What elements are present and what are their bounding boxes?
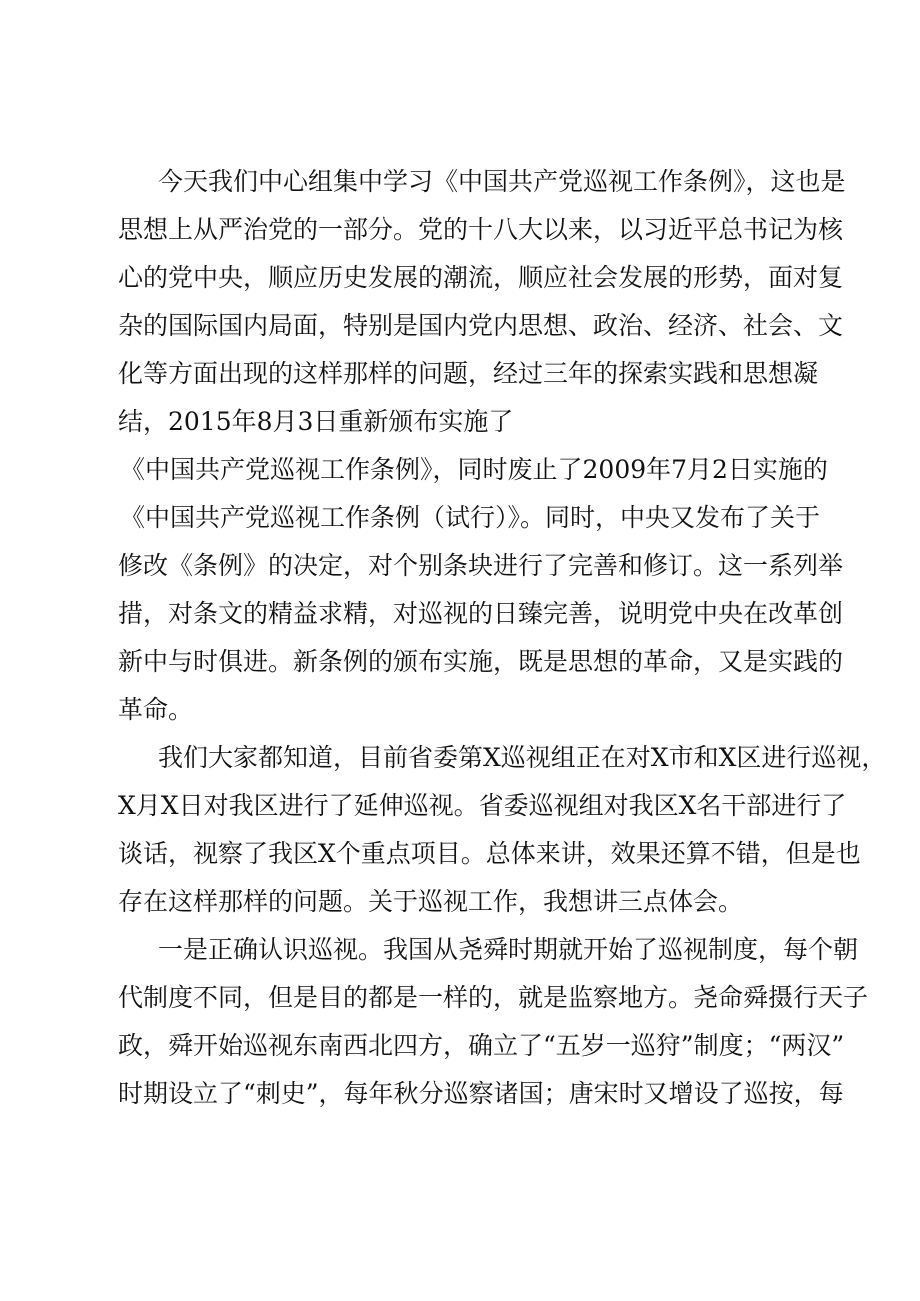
text-line-4: 杂的国际国内局面，特别是国内党内思想、政治、经济、社会、文 <box>118 311 844 340</box>
text-line-11: 新中与时俱进。新条例的颁布实施，既是思想的革命，又是实践的 <box>118 647 844 676</box>
text-line-6: 结，2015年8月3日重新颁布实施了 <box>118 407 514 436</box>
text-line-19: 政，舜开始巡视东南西北四方，确立了“五岁一巡狩”制度；“两汉” <box>118 1031 845 1060</box>
text-line-18: 代制度不同，但是目的都是一样的，就是监察地方。尧命舜摄行天子 <box>118 983 869 1012</box>
text-line-2: 思想上从严治党的一部分。党的十八大以来，以习近平总书记为核 <box>118 215 844 244</box>
text-line-5: 化等方面出现的这样那样的问题，经过三年的探索实践和思想凝 <box>118 359 819 388</box>
text-line-1: 今天我们中心组集中学习《中国共产党巡视工作条例》，这也是 <box>158 167 846 196</box>
text-line-16: 存在这样那样的问题。关于巡视工作，我想讲三点体会。 <box>118 887 744 916</box>
text-line-10: 措，对条文的精益求精，对巡视的日臻完善，说明党中央在改革创 <box>118 599 844 628</box>
text-line-17: 一是正确认识巡视。我国从尧舜时期就开始了巡视制度，每个朝 <box>158 935 859 964</box>
text-line-3: 心的党中央，顺应历史发展的潮流，顺应社会发展的形势，面对复 <box>118 263 844 292</box>
text-line-20: 时期设立了“刺史”，每年秋分巡察诸国；唐宋时又增设了巡按，每 <box>118 1079 844 1108</box>
text-line-13: 我们大家都知道，目前省委第X巡视组正在对X市和X区进行巡视， <box>158 743 887 772</box>
text-line-7: 《中国共产党巡视工作条例》，同时废止了2009年7月2日实施的 <box>120 455 828 484</box>
text-line-15: 谈话，视察了我区X个重点项目。总体来讲，效果还算不错，但是也 <box>118 839 861 868</box>
text-line-9: 修改《条例》的决定，对个别条块进行了完善和修订。这一系列举 <box>118 551 844 580</box>
text-line-14: X月X日对我区进行了延伸巡视。省委巡视组对我区X名干部进行了 <box>118 791 847 820</box>
text-line-12: 革命。 <box>118 695 194 724</box>
text-line-8: 《中国共产党巡视工作条例（试行）》。同时，中央又发布了关于 <box>120 503 821 532</box>
